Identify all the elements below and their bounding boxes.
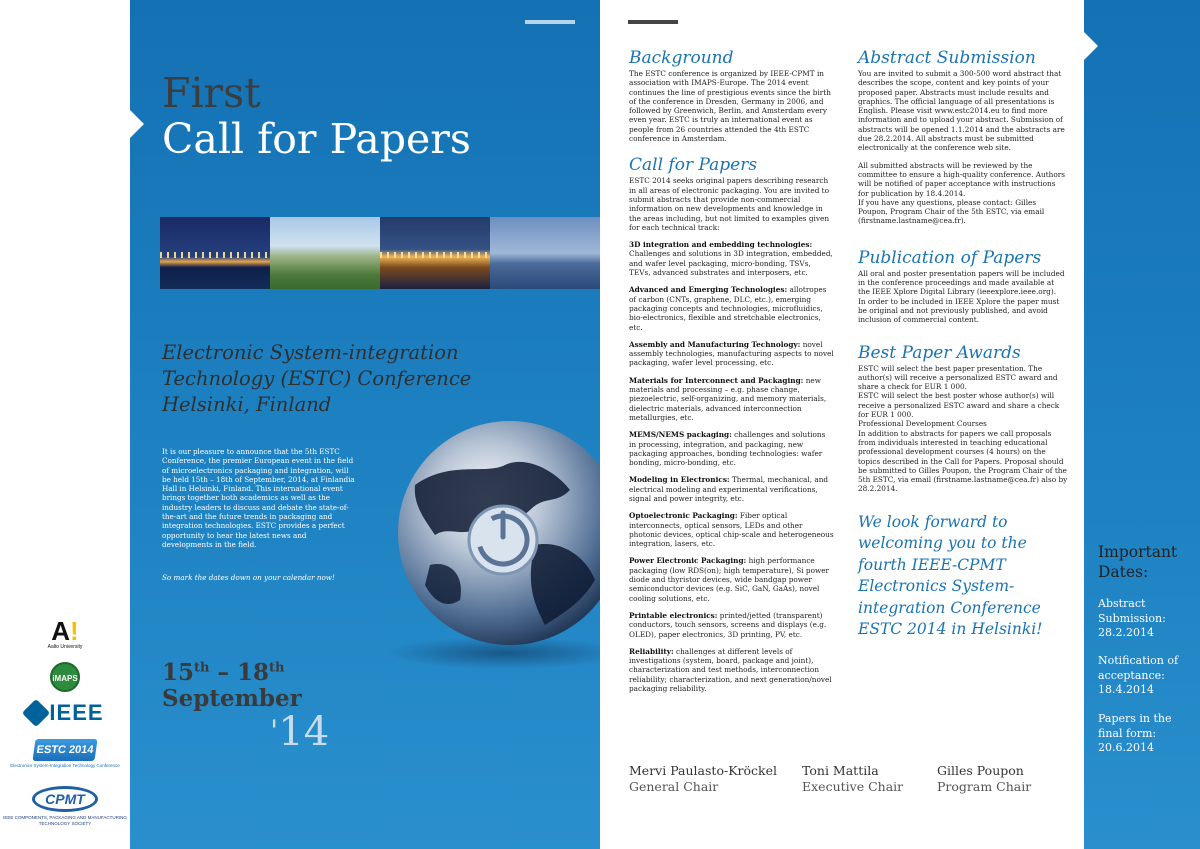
background-heading: Background bbox=[629, 48, 734, 68]
abstract-submission-text: You are invited to submit a 300-500 word abstract that describes the scope, content and key points of your proposed paper. Abstracts must include results and graphics. The official language of all presentations is English. Please visit www.estc2014.eu to find more information and to upload your abstract. Submission of abstracts will be opened 1.1.2014 and the abstracts are due 28.2.2014. All abstracts must be submitted electronically at the conference web site. bbox=[858, 69, 1065, 153]
track-title: 3D integration and embedding technologies: bbox=[629, 240, 813, 250]
track-description: high performance packaging (low RDS(on); high temperature), Si power diode and thyristor devices, wide bandgap power semiconductor devices (e.g. SiC, GaN, GaAs), novel cooling solutions, etc. bbox=[629, 556, 830, 603]
track-title: Materials for Interconnect and Packaging: bbox=[629, 375, 804, 385]
track-description: challenges at different levels of investigations (system, board, package and joint), characterization and test methods, interconnection reliability; characterization, and next generation/novel packaging reliability. bbox=[629, 646, 832, 694]
background-section bbox=[629, 48, 834, 143]
date-item-label: Papers in the final form: bbox=[1098, 712, 1172, 740]
info-column-right bbox=[858, 48, 1068, 641]
pdc-text: In addition to abstracts for papers we call proposals from individuals interested in teaching educational professional development courses (4 hours) on the topics described in the Call for Papers. Proposal should be submitted to Gilles Poupon, the Program Chair of the 5th ESTC, via email (firstname.lastname@cea.fr) also by 28.2.2014. bbox=[858, 428, 1068, 494]
abstract-submission-heading: Abstract Submission bbox=[858, 48, 1036, 68]
date-item-abstract-submission bbox=[1098, 597, 1194, 641]
publication-text: All oral and poster presentation papers will be included in the conference proceedings and made available at the IEEE Xplore Digital Library (ieeexplore.ieee.org). bbox=[858, 268, 1065, 297]
track-title: Advanced and Emerging Technologies: bbox=[629, 285, 788, 295]
best-poster-award-text: ESTC will select the best poster whose author(s) will receive a personalized ESTC award and share a check for EUR 1 000. bbox=[858, 391, 1060, 420]
cpmt-logo-caption: IEEE COMPONENTS, PACKAGING AND MANUFACTURING TECHNOLOGY SOCIETY bbox=[3, 815, 127, 826]
conference-dates bbox=[162, 660, 302, 712]
ieee-diamond-icon bbox=[22, 699, 50, 727]
aalto-logo-caption: Aalto University bbox=[47, 644, 83, 650]
photo-night-harbor bbox=[160, 217, 270, 289]
background-text: The ESTC conference is organized by IEEE-CPMT in association with IMAPS-Europe. The 2014 event continues the line of prestigious events since the birth of the conference in Dresden, Germany in 2006, and followed by Greenwich, Berlin, and Amsterdam every even year. ESTC is truly an international event as people from 26 countries attended the 4th ESTC conference in Amsterdam. bbox=[629, 69, 831, 144]
estc-logo-caption: Electronics System-Integration Technology Conference bbox=[10, 763, 120, 768]
strip-notch bbox=[1084, 32, 1098, 60]
aalto-mark: A bbox=[51, 616, 71, 646]
date-start-suffix: th bbox=[194, 660, 210, 676]
date-year bbox=[270, 710, 329, 754]
imaps-badge: iMAPS bbox=[50, 662, 80, 692]
abstract-submission-section bbox=[858, 48, 1068, 226]
chair-role: Executive Chair bbox=[802, 779, 904, 794]
estc-badge: ESTC 2014 bbox=[32, 739, 97, 761]
cover-calendar-note: So mark the dates down on your calendar now! bbox=[162, 573, 335, 582]
track-title: Assembly and Manufacturing Technology: bbox=[629, 339, 801, 349]
cover-notch bbox=[130, 110, 144, 138]
date-item-notification bbox=[1098, 654, 1194, 698]
track-item bbox=[629, 611, 834, 639]
track-title: Printable electronics: bbox=[629, 610, 718, 620]
globe-power-illustration bbox=[355, 415, 600, 675]
track-item bbox=[629, 376, 834, 422]
track-item bbox=[629, 340, 834, 368]
date-item-value: 28.2.2014 bbox=[1098, 626, 1154, 639]
date-item-value: 18.4.2014 bbox=[1098, 683, 1154, 696]
conference-title-line-1: Electronic System-integration bbox=[162, 341, 459, 364]
important-dates-title-line-2: Dates: bbox=[1098, 563, 1149, 581]
aalto-university-logo bbox=[0, 618, 130, 650]
track-item bbox=[629, 240, 834, 277]
cover-title-call-for-papers: Call for Papers bbox=[162, 115, 471, 163]
date-item-value: 20.6.2014 bbox=[1098, 741, 1154, 754]
date-dash: – bbox=[209, 659, 237, 686]
chair-role: General Chair bbox=[629, 779, 719, 794]
globe-icon bbox=[355, 415, 600, 675]
track-item bbox=[629, 285, 834, 331]
chair-name: Toni Mattila bbox=[802, 763, 879, 778]
date-year-digits: 14 bbox=[278, 709, 330, 755]
chair-name: Mervi Paulasto-Kröckel bbox=[629, 763, 778, 778]
track-description: new materials and processing – e.g. phase change, piezoelectric, self-organizing, and memory materials, dielectric materials, advanced interconnection metallurgies, etc. bbox=[629, 375, 827, 422]
closing-invitation: We look forward to welcoming you to the fourth IEEE-CPMT Electronics System-integration Conference ESTC 2014 in Helsinki! bbox=[858, 512, 1043, 639]
chair-general bbox=[629, 763, 777, 795]
cover-top-rule bbox=[525, 20, 575, 24]
aalto-mark-accent: ! bbox=[70, 616, 79, 646]
photo-waterfront bbox=[490, 217, 600, 289]
important-dates-strip bbox=[1084, 0, 1200, 849]
abstract-contact-text: If you have any questions, please contact: Gilles Poupon, Program Chair of the 5th ESTC, via email (firstname.lastname@cea.fr). bbox=[858, 197, 1045, 226]
track-description: novel assembly technologies, manufacturing aspects to novel packaging, wafer level processing, etc. bbox=[629, 339, 834, 368]
track-title: Modeling in Electronics: bbox=[629, 475, 730, 485]
photo-cathedral-night bbox=[380, 217, 490, 289]
pdc-heading: Professional Development Courses bbox=[858, 419, 987, 429]
conference-location: Helsinki, Finland bbox=[162, 393, 332, 416]
photo-city-park bbox=[270, 217, 380, 289]
date-year-apostrophe: ' bbox=[270, 714, 279, 749]
cpmt-logo bbox=[0, 786, 130, 827]
track-description: printed/jetted (transparent) conductors, touch sensors, screens and displays (e.g. OLED), paper electronics, 3D printing, PV, etc. bbox=[629, 610, 827, 639]
track-item bbox=[629, 430, 834, 467]
important-dates-title-line-1: Important bbox=[1098, 543, 1178, 561]
track-description: Thermal, mechanical, and electrical modeling and experimental verifications, signal and power integrity, etc. bbox=[629, 475, 829, 503]
cover-title-first: First bbox=[162, 69, 261, 117]
call-for-papers-heading: Call for Papers bbox=[629, 155, 758, 176]
date-start: 15 bbox=[162, 659, 195, 686]
track-description: Challenges and solutions in 3D integration, embedded, and wafer level packaging, micro-bonding, TSVs, TEVs, advanced substrates and interposers, etc. bbox=[629, 249, 833, 278]
imaps-logo bbox=[0, 662, 130, 692]
info-top-rule bbox=[628, 20, 678, 24]
track-item bbox=[629, 511, 834, 548]
call-for-papers-intro: ESTC 2014 seeks original papers describing research in all areas of electronic packaging. You are invited to submit abstracts that provide non-commercial information on new developments and knowledge in the areas including, but not limited to examples given for each technical track: bbox=[629, 176, 830, 232]
sponsor-logo-strip bbox=[0, 0, 130, 849]
track-title: MEMS/NEMS packaging: bbox=[629, 430, 732, 440]
cpmt-badge: CPMT bbox=[32, 786, 98, 812]
conference-title-line-2: Technology (ESTC) Conference bbox=[162, 367, 472, 390]
date-item-final-papers bbox=[1098, 712, 1194, 756]
important-dates-title bbox=[1098, 542, 1177, 582]
track-title: Power Electronic Packaging: bbox=[629, 556, 747, 566]
chair-program bbox=[937, 763, 1031, 795]
track-item bbox=[629, 647, 834, 693]
chairs-row bbox=[629, 763, 1079, 803]
ieee-logo bbox=[0, 700, 130, 727]
info-page bbox=[600, 0, 1084, 849]
ieee-wordmark: IEEE bbox=[49, 700, 104, 725]
date-end: 18 bbox=[237, 659, 270, 686]
date-end-suffix: th bbox=[269, 660, 285, 676]
publication-requirements-text: In order to be included in IEEE Xplore the paper must be original and not previously published, and avoid inclusion of commercial content. bbox=[858, 296, 1060, 325]
abstract-review-text: All submitted abstracts will be reviewed by the committee to ensure a high-quality conference. Authors will be notified of paper acceptance with instructions for publication by 18.4.2014. bbox=[858, 160, 1065, 198]
chair-executive bbox=[802, 763, 903, 795]
publication-heading: Publication of Papers bbox=[858, 247, 1042, 268]
date-item-label: Abstract Submission: bbox=[1098, 597, 1166, 625]
chair-name: Gilles Poupon bbox=[937, 763, 1024, 778]
date-month: September bbox=[162, 685, 302, 712]
track-description: Fiber optical interconnects, optical sensors, LEDs and other photonic devices, optical chip-scale and heterogeneous integration, lasers, etc. bbox=[629, 511, 834, 549]
date-item-label: Notification of acceptance: bbox=[1098, 654, 1179, 682]
estc-2014-logo bbox=[0, 738, 130, 769]
publication-section bbox=[858, 248, 1068, 325]
helsinki-photo-strip bbox=[160, 217, 600, 289]
track-title: Optoelectronic Packaging: bbox=[629, 511, 738, 521]
track-item bbox=[629, 556, 834, 602]
track-description: allotropes of carbon (CNTs, graphene, DLC, etc.), emerging packaging concepts and technologies, microfluidics, bio-electronics, flexible and stretchable electronics, etc. bbox=[629, 285, 827, 332]
technical-tracks-list bbox=[629, 240, 834, 693]
track-title: Reliability: bbox=[629, 646, 674, 656]
chair-role: Program Chair bbox=[937, 779, 1032, 794]
best-paper-awards-section bbox=[858, 343, 1068, 494]
cover-panel bbox=[130, 0, 600, 849]
track-item bbox=[629, 475, 834, 503]
best-paper-award-text: ESTC will select the best paper presentation. The author(s) will receive a personalized ESTC award and share a check for EUR 1 000. bbox=[858, 363, 1058, 392]
cover-intro-text: It is our pleasure to announce that the 5th ESTC Conference, the premier European event in the field of microelectronics packaging and integration, will be held 15th – 18th of September, 2014, at Finlandia Hall in Helsinki, Finland. This international event brings together both academics as well as the industry leaders to discuss and debate the state-of-the-art and the future trends in packaging and integration technologies. ESTC provides a perfect opportunity to hear the latest news and developments in the field. bbox=[162, 447, 355, 549]
track-description: challenges and solutions in processing, integration, and packaging, new packaging approaches, bonding technologies: wafer bonding, micro-bonding, etc. bbox=[629, 430, 826, 468]
info-column-left bbox=[629, 48, 834, 705]
conference-title bbox=[162, 340, 582, 418]
best-paper-awards-heading: Best Paper Awards bbox=[858, 342, 1021, 363]
call-for-papers-section bbox=[629, 155, 834, 693]
